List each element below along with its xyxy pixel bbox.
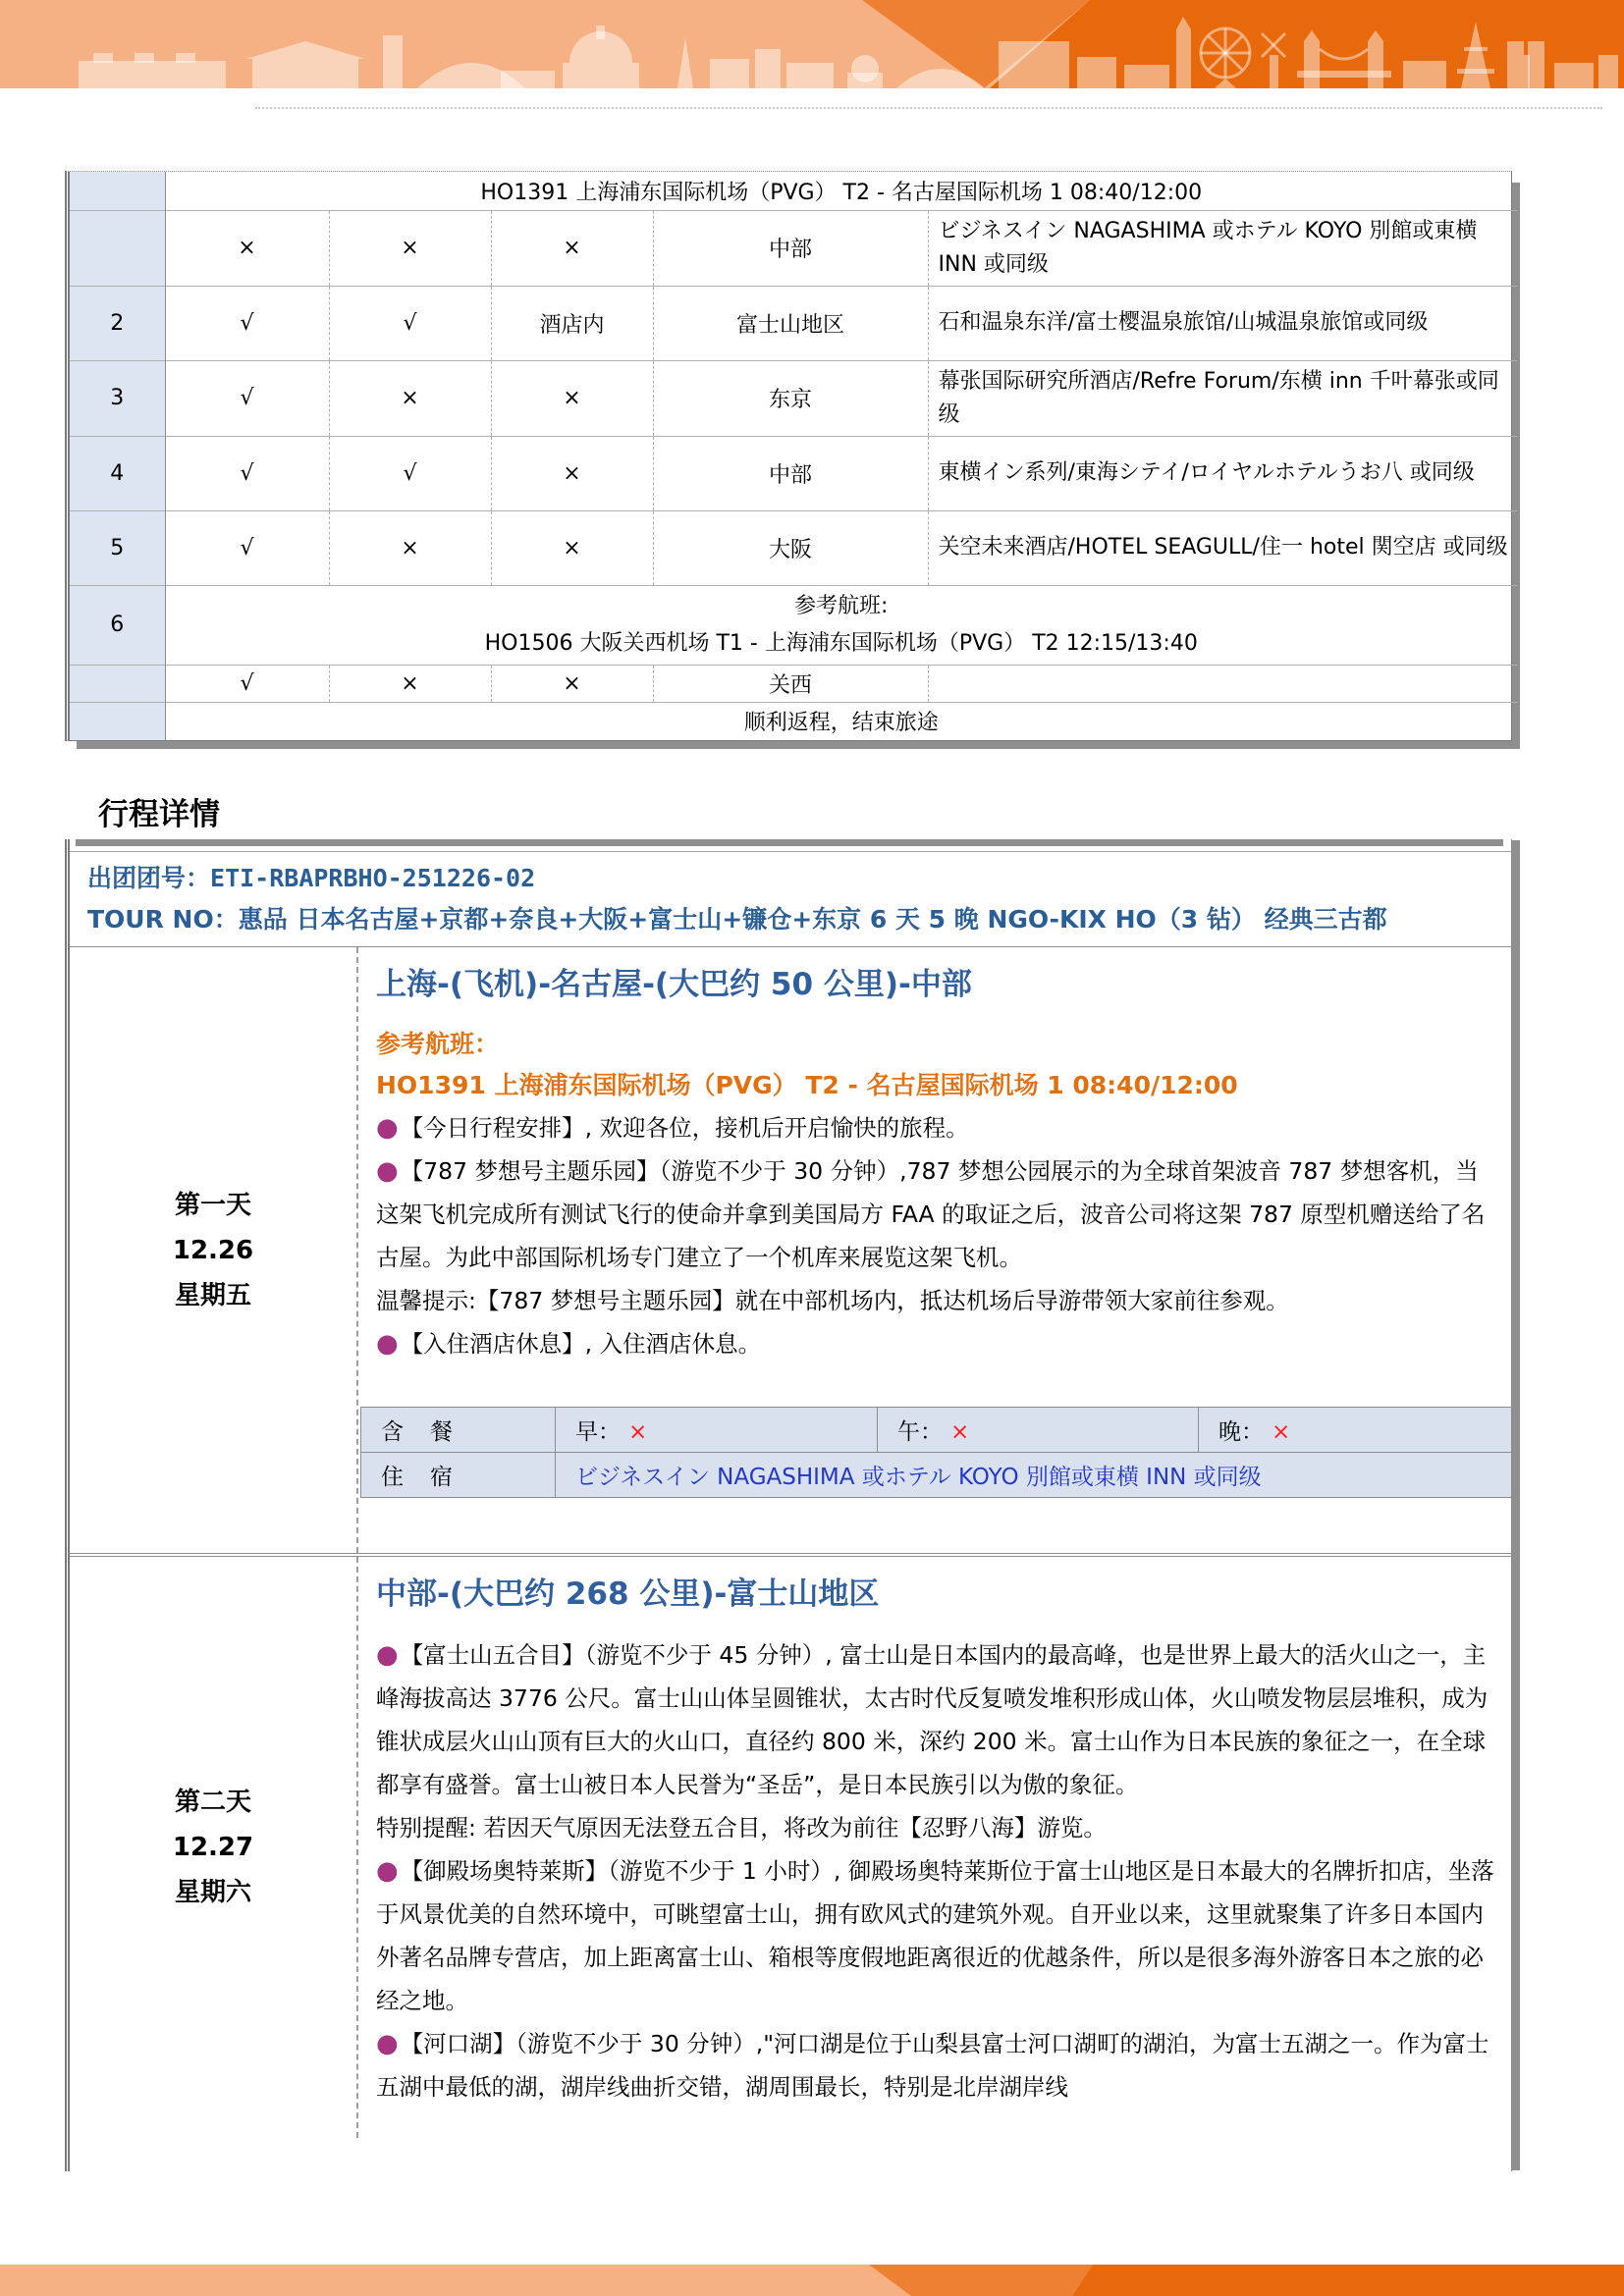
day2-content <box>358 1557 1511 2138</box>
region-cell: 富士山地区 <box>653 286 928 360</box>
dinner-mark: × <box>491 436 653 510</box>
day1-flight-line: HO1391 上海浦东国际机场（PVG） T2 - 名古屋国际机场 1 08:40/12:00 <box>376 1071 1238 1099</box>
dinner-mark: × <box>491 665 653 702</box>
region-cell: 东京 <box>653 360 928 436</box>
day1-flight-ref-label: 参考航班： <box>376 1030 500 1058</box>
day-number-cell: 4 <box>70 436 165 510</box>
lunch-mark: √ <box>329 436 491 510</box>
day-number-cell <box>70 665 165 702</box>
closing-note: 顺利返程，结束旅途 <box>165 702 1517 740</box>
table-row-day2 <box>70 286 1517 360</box>
tour-id-line <box>87 858 1495 899</box>
day2-paragraph: ●【河口湖】（游览不少于 30 分钟）,"河口湖是位于山梨县富士河口湖町的湖泊，为富士五湖之一。作为富士五湖中最低的湖，湖岸线曲折交错，湖周围最长，特别是北岸湖岸线 <box>376 2029 1489 2101</box>
itinerary-detail-box <box>65 839 1512 2171</box>
lunch-x-mark: × <box>950 1419 970 1445</box>
day2-title: 中部-(大巴约 268 公里)-富士山地区 <box>376 1576 880 1612</box>
day2-paragraph: ●【富士山五合目】（游览不少于 45 分钟）, 富士山是日本国内的最高峰，也是世界上最大的活火山之一，主峰海拔高达 3776 公尺。富士山山体呈圆锥状，太古时代反复喷发堆积形成山体，火山喷发物层层堆积，成为锥状成层火山山顶有巨大的火山口，直径约 800 米，深约 200 米。富士山作为日本民族的象征之一，在全球都享有盛誉。富士山被日本人民誉为“圣岳”，是日本民族引以为傲的象征。 <box>376 1640 1489 1798</box>
tour-no-line <box>87 899 1495 940</box>
hotel-cell: 石和温泉东洋/富士樱温泉旅馆/山城温泉旅馆或同级 <box>928 286 1517 360</box>
day1-paragraph: ●【入住酒店休息】, 入住酒店休息。 <box>376 1329 762 1359</box>
breakfast-mark: √ <box>165 665 329 702</box>
meals-row-label: 含 餐 <box>361 1408 556 1453</box>
summary-closing-row <box>70 702 1517 740</box>
day1-paragraph: ●【787 梦想号主题乐园】（游览不少于 30 分钟）,787 梦想公园展示的为全球首架波音 787 梦想客机，当这架飞机完成所有测试飞行的使命并拿到美国局方 FAA 的取证之后，波音公司将这架 787 原型机赠送给了名古屋。为此中部国际机场专门建立了一个机库来展览这架飞机。 <box>376 1156 1486 1271</box>
dinner-x-mark: × <box>1272 1419 1291 1445</box>
bullet-icon: ● <box>376 1113 399 1143</box>
breakfast-cell: 早： × <box>556 1408 878 1453</box>
region-cell: 中部 <box>653 210 928 286</box>
itinerary-summary-table-wrap <box>65 171 1512 741</box>
bullet-icon: ● <box>376 1640 399 1670</box>
return-flight-ref-label: 参考航班: <box>794 593 889 618</box>
page-header-banner <box>0 0 1624 88</box>
day1-paragraph: 温馨提示:【787 梦想号主题乐园】就在中部机场内，抵达机场后导游带领大家前往参观。 <box>376 1287 1289 1314</box>
lunch-cell: 午： × <box>878 1408 1199 1453</box>
day2-label-cell <box>70 1557 358 2138</box>
tour-no-value: 惠品 日本名古屋+京都+奈良+大阪+富士山+镰仓+东京 6 天 5 晚 NGO-KIX HO（3 钻） 经典三古都 <box>238 905 1387 934</box>
day-number-cell <box>70 210 165 286</box>
tour-id-value: ETI-RBAPRBHO-251226-02 <box>210 864 536 892</box>
day1-weekday: 星期五 <box>174 1280 251 1310</box>
table-row-day1 <box>70 210 1517 286</box>
table-row-day4 <box>70 436 1517 510</box>
hotel-cell: 幕张国际研究所酒店/Refre Forum/东横 inn 千叶幕张或同级 <box>928 360 1517 436</box>
dinner-mark: × <box>491 510 653 585</box>
hotel-cell: 关空未来酒店/HOTEL SEAGULL/住一 hotel 関空店 或同级 <box>928 510 1517 585</box>
day1-title: 上海-(飞机)-名古屋-(大巴约 50 公里)-中部 <box>376 967 972 1002</box>
day-number-cell: 2 <box>70 286 165 360</box>
tour-no-label: TOUR NO： <box>87 905 239 934</box>
return-flight-text: HO1506 大阪关西机场 T1 - 上海浦东国际机场（PVG） T2 12:15/13:40 <box>484 630 1198 656</box>
day1-date: 12.26 <box>172 1235 254 1265</box>
breakfast-mark: √ <box>165 436 329 510</box>
stay-hotel-value: ビジネスイン NAGASHIMA 或ホテル KOYO 別館或東横 INN 或同级 <box>556 1453 1513 1498</box>
day1-row <box>70 947 1511 1553</box>
hotel-cell: 東横イン系列/東海シテイ/ロイヤルホテルうお八 或同级 <box>928 436 1517 510</box>
day2-label: 第二天 <box>174 1788 251 1817</box>
day1-meals-table <box>360 1407 1512 1498</box>
hotel-cell: ビジネスイン NAGASHIMA 或ホテル KOYO 別館或東横 INN 或同级 <box>928 210 1517 286</box>
header-divider-line <box>255 107 1602 109</box>
day2-weekday: 星期六 <box>174 1878 251 1907</box>
return-flight-cell <box>165 585 1517 665</box>
dinner-mark: × <box>491 210 653 286</box>
summary-outbound-flight-row <box>70 172 1517 210</box>
stay-row-label: 住 宿 <box>361 1453 556 1498</box>
day1-content <box>358 947 1511 1553</box>
table-row-day6 <box>70 665 1517 702</box>
lunch-mark: × <box>329 510 491 585</box>
day-number-cell <box>70 172 165 210</box>
day1-label: 第一天 <box>174 1190 251 1220</box>
breakfast-mark: √ <box>165 360 329 436</box>
bullet-icon: ● <box>376 1329 399 1359</box>
table-row-day5 <box>70 510 1517 585</box>
day1-paragraph: ●【今日行程安排】, 欢迎各位，接机后开启愉快的旅程。 <box>376 1113 969 1143</box>
tour-header <box>70 851 1511 947</box>
dinner-mark: × <box>491 360 653 436</box>
dinner-cell: 晚： × <box>1199 1408 1513 1453</box>
detail-box-top-bar <box>76 839 1503 846</box>
bullet-icon: ● <box>376 1856 399 1886</box>
breakfast-mark: × <box>165 210 329 286</box>
day1-label-cell <box>70 947 358 1553</box>
summary-return-flight-row <box>70 585 1517 665</box>
city-skyline-icon <box>44 12 1620 88</box>
meals-row <box>361 1408 1513 1453</box>
day-number-cell <box>70 702 165 740</box>
outbound-flight-text: HO1391 上海浦东国际机场（PVG） T2 - 名古屋国际机场 1 08:40/12:00 <box>480 180 1203 205</box>
hotel-cell <box>928 665 1517 702</box>
day2-date: 12.27 <box>172 1833 254 1862</box>
stay-row <box>361 1453 1513 1498</box>
lunch-mark: × <box>329 360 491 436</box>
breakfast-x-mark: × <box>628 1419 648 1445</box>
table-row-day3 <box>70 360 1517 436</box>
day-number-cell: 6 <box>70 585 165 665</box>
region-cell: 中部 <box>653 436 928 510</box>
tour-id-label: 出团团号： <box>87 864 211 892</box>
breakfast-mark: √ <box>165 286 329 360</box>
day-number-cell: 5 <box>70 510 165 585</box>
day2-paragraph: ●【御殿场奥特莱斯】（游览不少于 1 小时）, 御殿场奥特莱斯位于富士山地区是日本最大的名牌折扣店，坐落于风景优美的自然环境中，可眺望富士山，拥有欧风式的建筑外观。自开业以来，这里就聚集了许多日本国内外著名品牌专营店，加上距离富士山、箱根等度假地距离很近的优越条件，所以是很多海外游客日本之旅的必经之地。 <box>376 1856 1494 2014</box>
region-cell: 大阪 <box>653 510 928 585</box>
bullet-icon: ● <box>376 1156 399 1186</box>
footer-dark-band <box>0 2265 1624 2296</box>
day2-row <box>70 1553 1511 2138</box>
itinerary-summary-table <box>70 172 1517 740</box>
lunch-mark: × <box>329 665 491 702</box>
bullet-icon: ● <box>376 2029 399 2058</box>
day2-paragraph: 特别提醒: 若因天气原因无法登五合目，将改为前往【忍野八海】游览。 <box>376 1814 1107 1842</box>
lunch-mark: √ <box>329 286 491 360</box>
dinner-mark: 酒店内 <box>491 286 653 360</box>
region-cell: 关西 <box>653 665 928 702</box>
page-footer-banner <box>0 2265 1624 2296</box>
section-title: 行程详情 <box>98 797 220 832</box>
breakfast-mark: √ <box>165 510 329 585</box>
lunch-mark: × <box>329 210 491 286</box>
day-number-cell: 3 <box>70 360 165 436</box>
